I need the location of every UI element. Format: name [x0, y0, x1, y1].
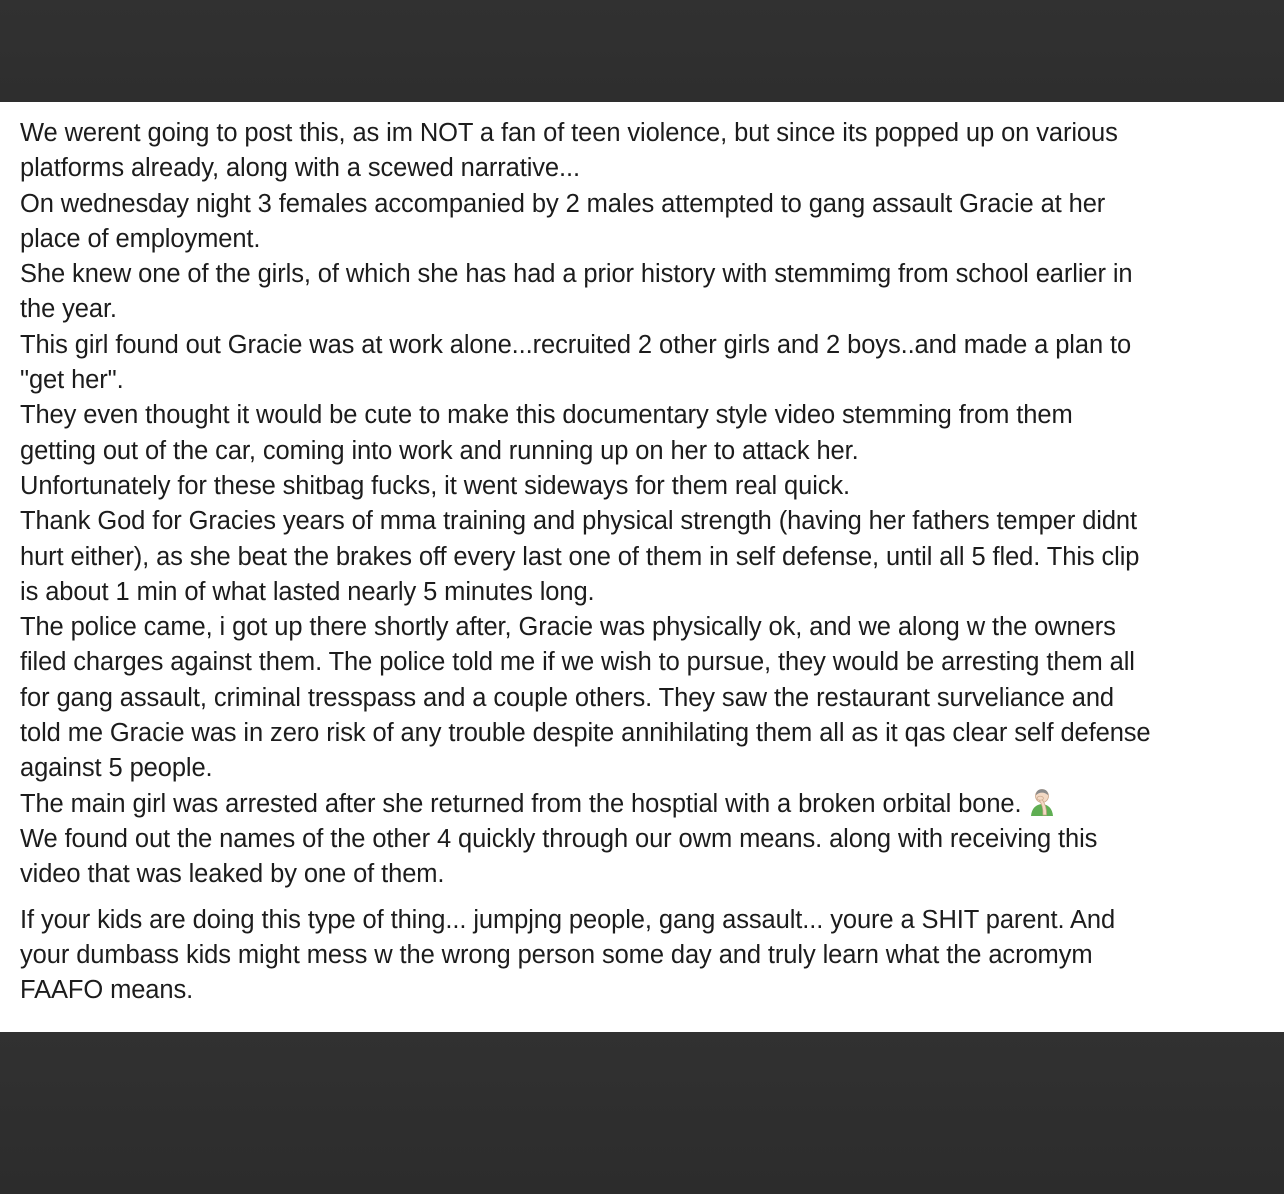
post-line: FAAFO means.: [20, 976, 194, 1005]
post-line: your dumbass kids might mess w the wrong person some day and truly learn what the acromym: [20, 940, 1093, 969]
post-paragraph-1: [20, 116, 1264, 893]
post-line: filed charges against them. The police told me if we wish to pursue, they would be arresting them all: [20, 648, 1135, 677]
post-line: told me Gracie was in zero risk of any trouble despite annihilating them all as it qas clear self defense: [20, 719, 1151, 748]
post-line: This girl found out Gracie was at work alone...recruited 2 other girls and 2 boys..and made a plan to: [20, 330, 1132, 359]
post-paragraph-2: [20, 903, 1264, 1009]
top-dark-bar: [0, 0, 1284, 102]
post-line: We werent going to post this, as im NOT a fan of teen violence, but since its popped up on various: [20, 119, 1118, 147]
post-line: hurt either), as she beat the brakes off every last one of them in self defense, until all 5 fled. This clip: [20, 542, 1140, 571]
post-line: "get her".: [20, 366, 124, 395]
post-card: [0, 102, 1284, 1032]
post-line: video that was leaked by one of them.: [20, 860, 445, 889]
post-line: She knew one of the girls, of which she has had a prior history with stemmimg from school earlier in: [20, 260, 1133, 289]
post-line: getting out of the car, coming into work and running up on her to attack her.: [20, 436, 859, 465]
post-line: the year.: [20, 295, 117, 324]
post-line: If your kids are doing this type of thing... jumpjng people, gang assault... youre a SHIT parent. And: [20, 905, 1116, 934]
post-line: They even thought it would be cute to make this documentary style video stemming from them: [20, 401, 1073, 430]
post-line: is about 1 min of what lasted nearly 5 minutes long.: [20, 577, 595, 606]
post-line: The police came, i got up there shortly after, Gracie was physically ok, and we along w the owners: [20, 613, 1116, 642]
post-line: We found out the names of the other 4 quickly through our owm means. along with receiving this: [20, 824, 1098, 853]
arrest-line-text: The main girl was arrested after she returned from the hosptial with a broken orbital bone.: [20, 789, 1022, 818]
person-facepalming-emoji-icon: [1026, 787, 1058, 817]
arrest-line: [20, 787, 1264, 822]
post-line: On wednesday night 3 females accompanied by 2 males attempted to gang assault Gracie at her: [20, 189, 1106, 218]
bottom-dark-area: [0, 1032, 1284, 1194]
post-line: for gang assault, criminal tresspass and a couple others. They saw the restaurant surveliance and: [20, 683, 1115, 712]
post-line: against 5 people.: [20, 754, 213, 783]
post-line: Unfortunately for these shitbag fucks, it went sideways for them real quick.: [20, 471, 851, 500]
post-line: Thank God for Gracies years of mma training and physical strength (having her fathers temper didnt: [20, 507, 1137, 536]
post-line: place of employment.: [20, 224, 261, 253]
post-body-text: [20, 116, 1264, 1008]
post-line: platforms already, along with a scewed narrative...: [20, 154, 580, 183]
